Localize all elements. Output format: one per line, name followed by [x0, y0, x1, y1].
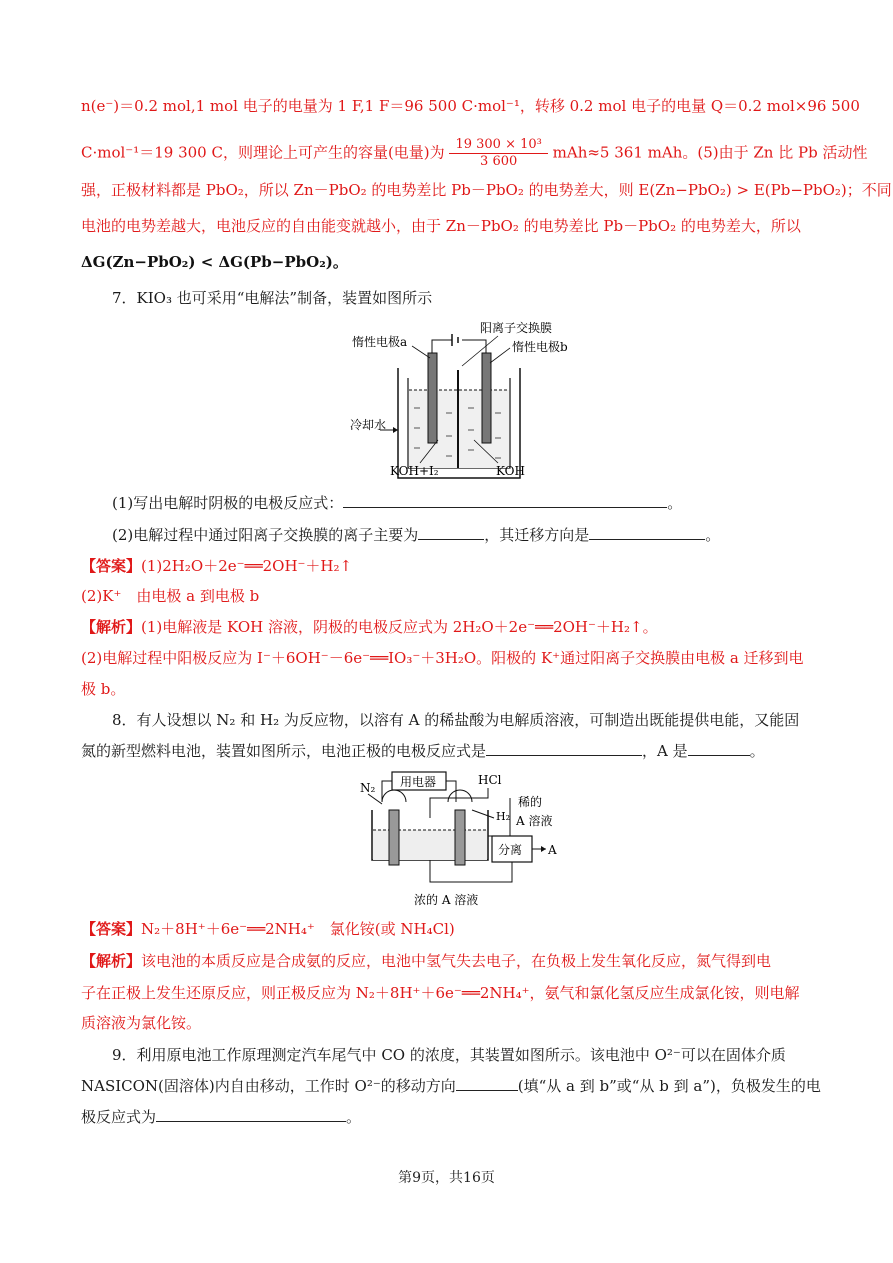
- answer-blank[interactable]: [486, 741, 642, 756]
- label-h2: H₂: [496, 810, 511, 823]
- question-7-sub1: (1)写出电解时阴极的电极反应式： 。: [112, 494, 683, 512]
- analysis-line: 【解析】(1)电解液是 KOH 溶液，阴极的电极反应式为 2H₂O＋2e⁻══2OH⁻＋H₂↑。: [81, 618, 658, 636]
- answer-blank[interactable]: [418, 525, 484, 540]
- label-right-solution: KOH: [496, 464, 525, 478]
- label-membrane: 阳离子交换膜: [480, 321, 553, 335]
- solution-line: n(e⁻)＝0.2 mol,1 mol 电子的电量为 1 F,1 F＝96 500 C·mol⁻¹，转移 0.2 mol 电子的电量 Q＝0.2 mol×96 500: [81, 97, 860, 115]
- answer-blank[interactable]: [589, 525, 705, 540]
- question-8-stem: 8．有人设想以 N₂ 和 H₂ 为反应物，以溶有 A 的稀盐酸为电解质溶液，可制造出既能提供电能，又能固: [112, 711, 800, 729]
- electrolysis-diagram: [350, 318, 568, 483]
- answer-blank[interactable]: [156, 1107, 346, 1122]
- answer-blank[interactable]: [688, 741, 750, 756]
- question-7-sub2: (2)电解过程中通过阳离子交换膜的离子主要为 ，其迁移方向是 。: [112, 526, 721, 544]
- analysis-line: (2)电解过程中阳极反应为 I⁻＋6OH⁻－6e⁻══IO₃⁻＋3H₂O。阳极的 K⁺通过阳离子交换膜由电极 a 迁移到电: [81, 649, 804, 667]
- question-8-stem: 氮的新型燃料电池，装置如图所示，电池正极的电极反应式是 ，A 是 。: [81, 742, 765, 760]
- question-9-stem: 极反应式为 。: [81, 1108, 362, 1126]
- label-concentrated: 浓的 A 溶液: [414, 893, 479, 907]
- label-electrode-a: 惰性电极a: [352, 335, 408, 349]
- answer-line: 【答案】N₂＋8H⁺＋6e⁻══2NH₄⁺ 氯化铵(或 NH₄Cl): [81, 920, 455, 938]
- question-7-stem: 7．KIO₃ 也可采用“电解法”制备，装置如图所示: [112, 289, 433, 307]
- label-product: A: [548, 843, 557, 857]
- label-dilute-line1: 稀的: [518, 795, 543, 809]
- analysis-line: 子在正极上发生还原反应，则正极反应为 N₂＋8H⁺＋6e⁻══2NH₄⁺，氨气和氯化氢反应生成氯化铵，则电解: [81, 984, 800, 1002]
- analysis-line: 【解析】该电池的本质反应是合成氨的反应，电池中氢气失去电子，在负极上发生氧化反应，氮气得到电: [81, 952, 772, 970]
- solution-line: ΔG(Zn−PbO₂) < ΔG(Pb−PbO₂)。: [81, 253, 348, 271]
- electrode-b: [482, 353, 491, 443]
- question-9-stem: 9．利用原电池工作原理测定汽车尾气中 CO 的浓度，其装置如图所示。该电池中 O²⁻可以在固体介质: [112, 1046, 786, 1064]
- fuel-cell-diagram: [360, 770, 570, 910]
- label-left-solution: KOH+I₂: [390, 464, 439, 478]
- analysis-line: 质溶液为氯化铵。: [81, 1014, 202, 1032]
- fraction: $\frac{\text{19 300 × 10³}}{3 600}$: [449, 137, 547, 170]
- answer-line: (2)K⁺ 由电极 a 到电极 b: [81, 587, 260, 605]
- question-9-stem: NASICON(固溶体)内自由移动，工作时 O²⁻的移动方向 (填“从 a 到 b”或“从 b 到 a”)，负极发生的电: [81, 1077, 821, 1095]
- label-electrode-b: 惰性电极b: [512, 340, 568, 354]
- solution-line: 强，正极材料都是 PbO₂，所以 Zn－PbO₂ 的电势差比 Pb－PbO₂ 的电势差大，则 E(Zn−PbO₂) > E(Pb−PbO₂)；不同: [81, 181, 892, 199]
- analysis-line: 极 b。: [81, 680, 126, 698]
- electrode-a: [428, 353, 437, 443]
- label-separation: 分离: [498, 843, 523, 857]
- label-dilute-line2: A 溶液: [516, 814, 553, 828]
- solution-line: C·mol⁻¹＝19 300 C，则理论上可产生的容量(电量)为 $\frac{\text{19 300 × 10³}}{3 600}$ mAh≈5 361 mAh。(5)由于 Zn 比 Pb 活动性: [81, 137, 868, 169]
- page-footer: 第9页，共16页: [398, 1170, 495, 1186]
- label-device: 用电器: [400, 775, 437, 789]
- answer-blank[interactable]: [456, 1076, 518, 1091]
- label-cooling-water: 冷却水: [350, 418, 387, 432]
- label-n2: N₂: [360, 781, 376, 795]
- answer-line: 【答案】(1)2H₂O＋2e⁻══2OH⁻＋H₂↑: [81, 557, 353, 575]
- label-hcl: HCl: [478, 773, 502, 787]
- solution-line: 电池的电势差越大，电池反应的自由能变就越小，由于 Zn－PbO₂ 的电势差比 Pb－PbO₂ 的电势差大，所以: [81, 217, 801, 235]
- answer-blank[interactable]: [343, 493, 667, 508]
